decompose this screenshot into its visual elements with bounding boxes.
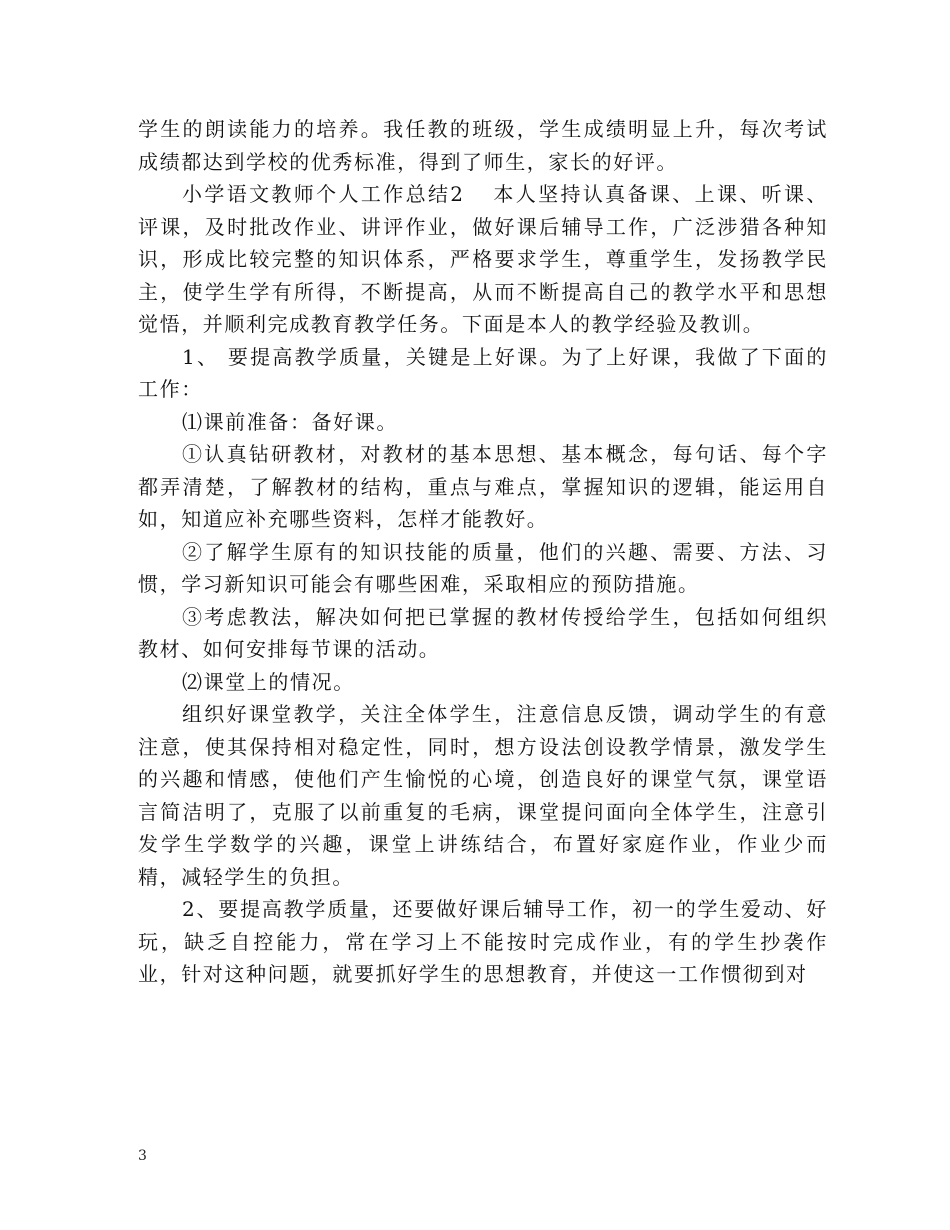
paragraph-9: 组织好课堂教学，关注全体学生，注意信息反馈，调动学生的有意注意，使其保持相对稳定性，同时，想方设法创设教学情景，激发学生的兴趣和情感，使他们产生愉悦的心境，创造良好的课堂气氛，课堂语言简洁明了，克服了以前重复的毛病，课堂提问面向全体学生，注意引发学生学数学的兴趣，课堂上讲练结合，布置好家庭作业，作业少而精，减轻学生的负担。 bbox=[138, 702, 828, 889]
paragraph-6: ②了解学生原有的知识技能的质量，他们的兴趣、需要、方法、习惯，学习新知识可能会有哪些困难，采取相应的预防措施。 bbox=[138, 539, 828, 596]
paragraph-2 bbox=[138, 178, 828, 341]
paragraph-10: 2、要提高教学质量，还要做好课后辅导工作，初一的学生爱动、好玩，缺乏自控能力，常在学习上不能按时完成作业，有的学生抄袭作业，针对这种问题，就要抓好学生的思想教育，并使这一工作惯彻到对 bbox=[138, 897, 828, 986]
paragraph-5: ①认真钻研教材，对教材的基本思想、基本概念，每句话、每个字都弄清楚，了解教材的结构，重点与难点，掌握知识的逻辑，能运用自如，知道应补充哪些资料，怎样才能教好。 bbox=[138, 442, 828, 531]
paragraph-3: 1、 要提高教学质量，关键是上好课。为了上好课，我做了下面的工作： bbox=[138, 344, 828, 401]
document-body bbox=[138, 113, 828, 991]
section-title: 小学语文教师个人工作总结2 bbox=[182, 182, 465, 206]
paragraph-4: ⑴课前准备：备好课。 bbox=[182, 409, 398, 434]
paragraph-1: 学生的朗读能力的培养。我任教的班级，学生成绩明显上升，每次考试成绩都达到学校的优秀标准，得到了师生，家长的好评。 bbox=[138, 117, 828, 174]
page-number: 3 bbox=[138, 1148, 147, 1164]
paragraph-2-text: 本人坚持认真备课、上课、听课、评课，及时批改作业、讲评作业，做好课后辅导工作，广泛涉猎各种知识，形成比较完整的知识体系，严格要求学生，尊重学生，发扬教学民主，使学生学有所得，不断提高，从而不断提高自己的教学水平和思想觉悟，并顺利完成教育教学任务。下面是本人的教学经验及教训。 bbox=[138, 182, 828, 336]
paragraph-7: ③考虑教法，解决如何把已掌握的教材传授给学生，包括如何组织教材、如何安排每节课的活动。 bbox=[138, 604, 828, 661]
paragraph-8: ⑵课堂上的情况。 bbox=[182, 669, 355, 694]
